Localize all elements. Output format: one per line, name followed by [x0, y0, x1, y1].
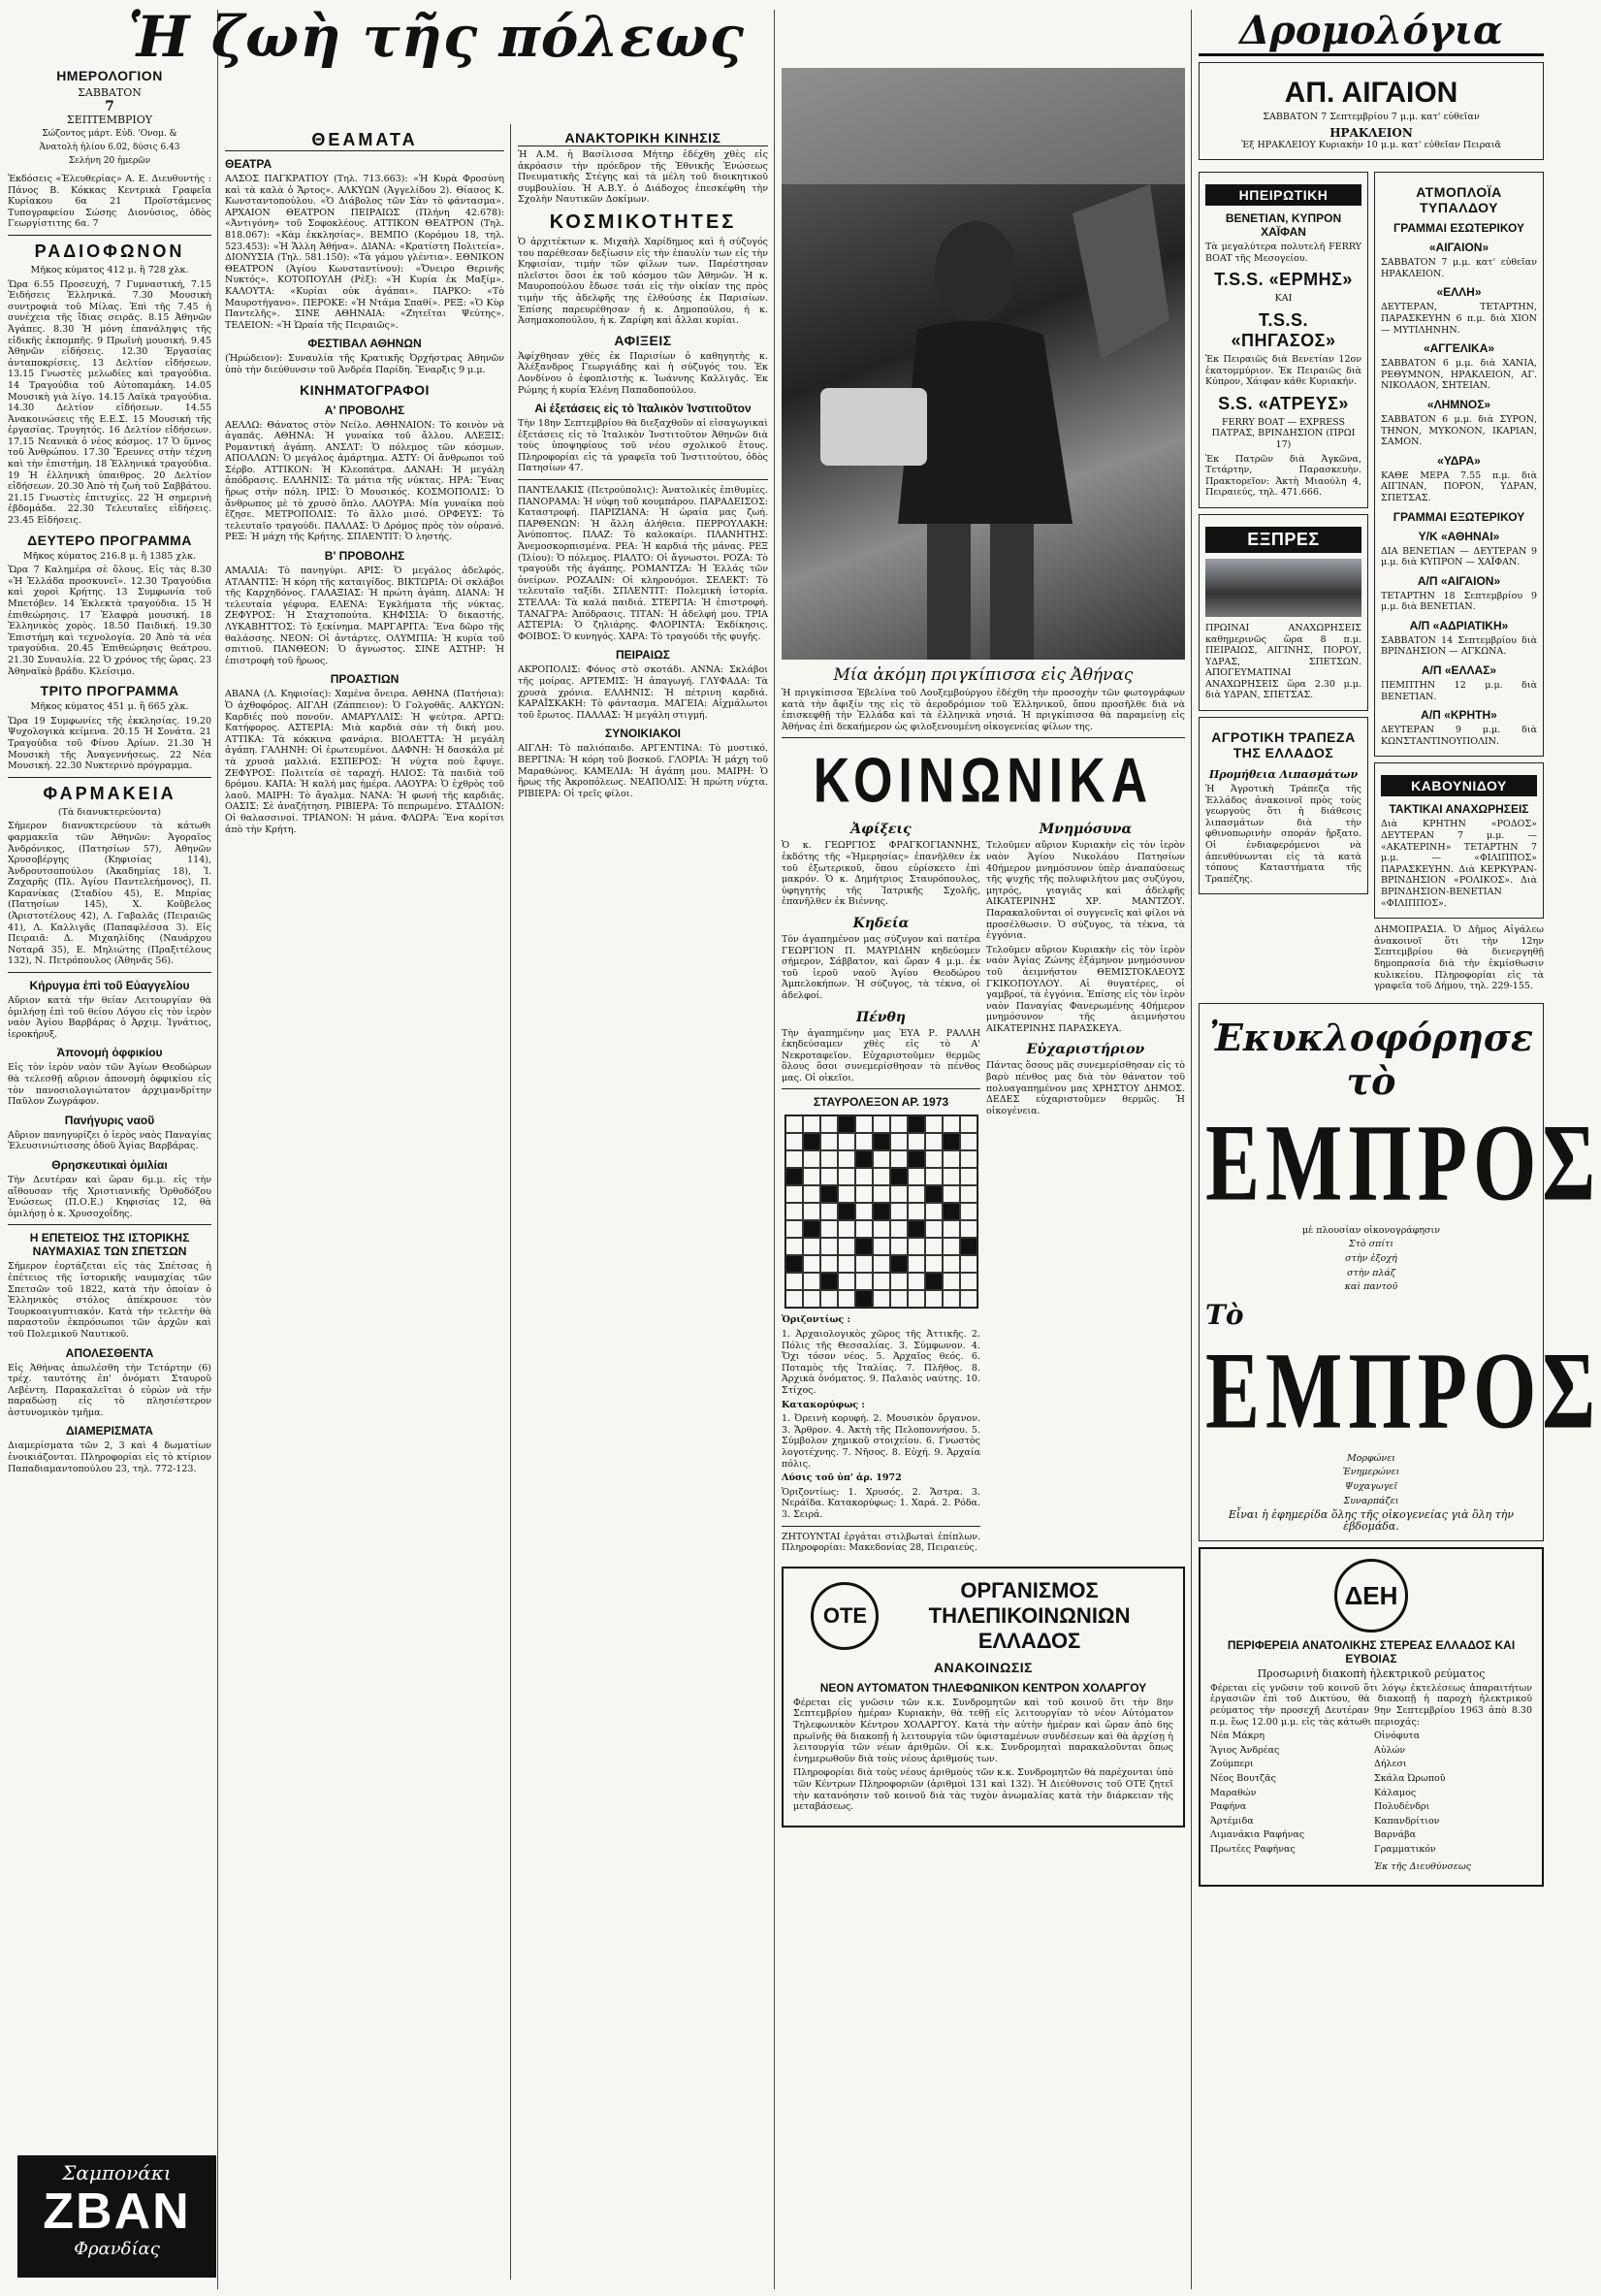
typ-item — [1381, 619, 1537, 658]
deh-area: Νέα Μάκρη — [1210, 1730, 1265, 1742]
aigaion-name: ΑΠ. ΑΙΓΑΙΟΝ — [1284, 77, 1458, 109]
empros-l2: Στὸ σπίτι — [1348, 1239, 1394, 1250]
arrivals2-text: Ὁ κ. ΓΕΩΡΓΙΟΣ ΦΡΑΓΚΟΓΙΑΝΝΗΣ, ἐκδότης τῆς «Ἡμερησίας» ἐπανῆλθεν ἐκ τοῦ ἐξωτερικοῦ, ὅπου εὑρίσκετο ἐπὶ μακρόν. Ὁ κ. Δημήτριος Σταυρόπουλος, ὑφηγητὴς τῆς Ἰατρικῆς Σχολῆς, ἐπανῆλθεν ἐκ Βιέννης. — [782, 840, 980, 908]
kavounidou-text: Διὰ ΚΡΗΤΗΝ «ΡΟΔΟΣ» ΔΕΥΤΕΡΑΝ 7 μ.μ. — «ΑΚΑΤΕΡΙΝΗ» ΤΕΤΑΡΤΗΝ 7 μ.μ. — «ΦΙΛΙΠΠΟΣ» ΠΑΡΑΣΚΕΥΗΝ. Διὰ ΚΕΡΚΥΡΑΝ-ΒΡΙΝΔΗΣΙΟΝ «ΡΟΛΙΚΟΣ». Διὰ ΒΡΙΝΔΗΣΙΟΝ-ΒΕΝΕΤΙΑΝ «ΦΙΛΙΠΠΟΣ». — [1381, 819, 1537, 909]
deh-area: Πρωτέες Ραφήνας — [1210, 1844, 1296, 1855]
deh-sub: Προσωρινὴ διακοπὴ ἠλεκτρικοῦ ρεύματος — [1257, 1667, 1486, 1681]
princess-photo — [782, 68, 1185, 660]
column-4 — [782, 68, 1185, 2289]
express-heading: ΕΞΠΡΕΣ — [1205, 527, 1361, 553]
crossword-heading: ΣΤΑΥΡΟΛΕΞΟΝ ΑΡ. 1973 — [813, 1095, 949, 1110]
deh-announcement — [1199, 1547, 1544, 1887]
theatres-text: ΑΛΣΟΣ ΠΑΓΚΡΑΤΙΟΥ (Τηλ. 713.663): «Ἡ Κυρὰ Φροσύνη καὶ τὰ καλὰ ὁ Ἄρτος». ΑΛΚΥΩΝ (Ἀγγελίδου 2). Θίασος Κ. Κωνσταντοπούλου. «Ὁ Διάβολος τῶν Σὰν τὸ φάντασμα». ΑΡΧΑΙΟΝ ΘΕΑΤΡΟΝ ΠΕΙΡΑΙΩΣ (Πλήνη 42.678): «Ἀντιγόνη» τοῦ Σοφοκλέους. ΑΤΤΙΚΟΝ ΘΕΑΤΡΟΝ (Τηλ. 818.067): «Κὰμ ἐκκλησίας». ΒΕΜΠΟ (Κορόμου 18, τηλ. 523.453): «Ἡ Ἄλλη Ἀθήνα». ΔΙΑΝΑ: «Κρατίστη Πολιτεία». ΔΙΟΝΥΣΙΑ (Τηλ. 581.150): «Τὰ γάμου γλέντια». ΕΘΝΙΚΟΝ ΘΕΑΤΡΟΝ (Ἁγίου Κωνσταντίνου): «Ὄνειρο Θερινῆς Νυκτός». ΚΟΤΟΠΟΥΛΗ (Ρὲξ): «Ἡ Κυρία ἐκ Μαξίμ». ΚΑΛΟΥΤΑ: «Κυρίαι οὐκ ἀγάπαι». ΠΑΡΚΟ: «Τὸ Μαυροτήγανο». ΠΕΡΟΚΕ: «Ἡ Ντάμα Σπαθί». ΡΕΞ: «Ὁ Κὺρ Παντελῆς». ΣΙΝΕ ΑΘΗΝΑΙΑ: «Ζητεῖται Ψεύτης». ΤΕΛΕΙΟΝ: «Ἡ Ὡραία τῆς Πειραιῶς». — [225, 174, 504, 331]
almanac-saint: Σώζοντος μάρτ. Εὐδ. 'Ονομ. & — [42, 129, 177, 139]
society-heading: ΚΟΣΜΙΚΟΤΗΤΕΣ — [549, 210, 737, 233]
festival-athens-text: (Ἡρώδειον): Συναυλία τῆς Κρατικῆς Ὀρχήστρας Ἀθηνῶν ὑπὸ τὴν διεύθυνσιν τοῦ Ἀνδρέα Παρίδη. Ἔναρξις 9 μ.μ. — [225, 353, 504, 375]
typ-text: ΠΕΜΠΤΗΝ 12 μ.μ. διὰ ΒΕΝΕΤΙΑΝ. — [1381, 680, 1537, 702]
typ-name: «ΕΛΛΗ» — [1436, 285, 1482, 300]
empros-logo-2: ΕΜΠΡΟΣ — [1205, 1330, 1601, 1452]
column-5 — [1199, 0, 1601, 2289]
typ-name: Α/Π «ΕΛΛΑΣ» — [1421, 663, 1497, 678]
ote-headline: ΝΕΟΝ ΑΥΤΟΜΑΤΟΝ ΤΗΛΕΦΩΝΙΚΟΝ ΚΕΝΤΡΟΝ ΧΟΛΑΡΓΟΥ — [819, 1680, 1147, 1695]
radio-heading: ΡΑΔΙΟΦΩΝΟΝ — [34, 241, 185, 261]
photo-caption-text: Ἡ πριγκίπισσα Ἐβελίνα τοῦ Λουξεμβούργου ἐδέχθη τὴν προσοχὴν τῶν φωτογράφων κατὰ τὴν ἄφιξίν της εἰς τὸ ἀεροδρόμιον τοῦ Ἑλληνικοῦ, ὅπου προσῆλθε διὰ νὰ ἐπισκεφθῇ τὴν Ἑλλάδα καὶ τὰ ἑλληνικὰ νησιά. Ἡ πριγκίπισσα θὰ παραμείνῃ εἰς Ἀθήνας ἐπὶ δεκαήμερον ὡς φιλοξενουμένη οἰκογενείας φίλων της. — [782, 688, 1185, 732]
almanac-heading: ΗΜΕΡΟΛΟΓΙΟΝ — [56, 68, 163, 83]
empros-l4: στὴν πλάζ — [1346, 1267, 1396, 1278]
typ-name: «ΛΗΜΝΟΣ» — [1426, 397, 1491, 411]
society-columns — [782, 814, 1185, 1556]
third-programme-text: Ὥρα 19 Συμφωνίες τῆς ἐκκλησίας. 19.20 Ψυχολογικὰ κείμενα. 20.15 Ἡ Σονάτα. 21 Τραγούδια τοῦ Φίνου Ἀρίων. 21.30 Ἡ Μουσικὴ τῆς Ἀναγεννήσεως. 22 Νέα Μουσική. 22.30 Νυκτερινὸ πρόγραμμα. — [8, 715, 211, 772]
second-run-heading: Β' ΠΡΟΒΟΛΗΣ — [324, 549, 405, 564]
ote-text: Φέρεται εἰς γνῶσιν τῶν κ.κ. Συνδρομητῶν καὶ τοῦ κοινοῦ ὅτι τὴν 8ην Σεπτεμβρίου ἡμέραν Κυριακὴν, θὰ τεθῇ εἰς λειτουργίαν τὸ νέον Αὐτόματον Τηλεφωνικὸν Κέντρον ΧΟΛΑΡΓΟΥ. Κατὰ τὴν αὐτὴν ἡμέραν καὶ ὥραν ἀπὸ 6ης πρωϊνῆς θὰ διακοπῇ ἡ λειτουργία τῶν ὑφισταμένων συνδέσεων καὶ θὰ ἀρχίσῃ ἡ λειτουργία τῶν νέων ἀριθμῶν. Οἱ κ.κ. Συνδρομηταὶ παρακαλοῦνται ὅπως ἐνημερωθοῦν διὰ τοὺς νέους ἀριθμούς των. — [793, 1697, 1173, 1764]
aigaion-line1: ΣΑΒΒΑΤΟΝ 7 Σεπτεμβρίου 7 μ.μ. κατ' εὐθεῖαν — [1263, 112, 1480, 122]
almanac-moon: Σελήνη 20 ἡμερῶν — [68, 156, 151, 166]
crossword-grid — [784, 1115, 978, 1309]
kavounidou-heading: ΚΑΒΟΥΝΙΔΟΥ — [1381, 775, 1537, 796]
express-text: ΠΡΩΙΝΑΙ ΑΝΑΧΩΡΗΣΕΙΣ καθημερινῶς ὥρα 8 π.μ. ΠΕΙΡΑΙΩΣ, ΑΙΓΙΝΗΣ, ΠΟΡΟΥ, ΥΔΡΑΣ, ΣΠΕΤΣΩΝ. ΑΠΟΓΕΥΜΑΤΙΝΑΙ ΑΝΑΧΩΡΗΣΕΙΣ ὥρα 2.30 μ.μ. διὰ ΥΔΡΑΝ, ΣΠΕΤΣΑΣ. — [1205, 622, 1361, 701]
typ-name: Α/Π «ΚΡΗΤΗ» — [1421, 708, 1497, 723]
typaldou-ad — [1374, 172, 1544, 757]
society-text: Ὁ ἀρχιτέκτων κ. Μιχαὴλ Χαρίδημος καὶ ἡ σύζυγός του παρέθεσαν δεξίωσιν εἰς τὴν ἐπαυλίν των εἰς τὴν Κηφισίαν, τιμὴν τῶν φίλων των. Παρέστησαν πλεῖστοι ὅσοι ἐκ τοῦ κόσμου τῶν Ἀθηνῶν. Ἡ κ. Μαυροπούλου ἔδωσε τσάι εἰς τὴν οἰκίαν της πρὸς τιμὴν τῆς ἀδελφῆς της ἐλθούσης ἐκ Παρισίων. Ἐπίσης παρευρέθησαν ἡ κ. Δημοπούλου, ἡ κ. Ἀσημακοπούλου, ἡ κ. Ζαρίφη καὶ ἄλλαι κυρίαι. — [518, 236, 768, 327]
empros-b4: Συναρπάζει — [1343, 1495, 1399, 1506]
third-programme-sub: Μῆκος κύματος 451 μ. ἢ 665 χλκ. — [30, 701, 189, 713]
kavounidou-sub: ΤΑΚΤΙΚΑΙ ΑΝΑΧΩΡΗΣΕΙΣ — [1389, 802, 1529, 817]
cinema-listing-continued: ΠΑΝΤΕΛΑΚΙΣ (Πετρούπολις): Ἀνατολικὲς ἐπιθυμίες. ΠΑΝΟΡΑΜΑ: Ἡ νύφη τοῦ κουμπάρου. ΠΑΡΑΔΕΙΣΟΣ: Καταστροφή. ΠΑΡΙΖΙΑΝΑ: Ἡ ὡραία μας ζωή. ΠΑΡΘΕΝΩΝ: Ἡ ἄλλη ἀλήθεια. ΠΕΡΡΟΥΛΑΚΗ: Ἀνύποπτος. ΠΛΑΖ: Τὸ καλοκαίρι. ΠΛΑΝΗΤΗΣ: Ἀνεμοσκορπισμένα. ΡΕΑ: Ἡ καρδιά τῆς μάνας. ΡΕΞ (Ἰλίου): Ὁ πόλεμος. ΡΙΑΛΤΟ: Οἱ ἄγνωστοι. ΡΟΖΑ: Τὸ τραγούδι τῆς ἀγάπης. ΡΟΜΑΝΤΖΑ: Ἡ Ἑλλάς τῶν ὀνείρων. ΡΟΖΑΛΙΝ: Οἱ κληρονόμοι. ΣΕΛΕΚΤ: Τὸ τελευταῖο ταξίδι. ΣΠΛΕΝΤΙΤ: Πολεμικὴ ἱστορία. ΣΤΕΛΛΑ: Τὰ καλά παιδιά. ΣΤΕΡΓΙΑ: Ἡ ἐπιστροφή. ΤΑΝΑΓΡΑ: Ἀπόδρασις. ΤΙΤΑΝ: Ἡ ἀδελφή μου. ΤΡΙΑ ΑΣΤΕΡΙΑ: Ὁ ζηλιάρης. ΦΛΟΡΙΝΤΑ: Ἐκδίκησις. ΦΟΙΒΟΣ: Ὁ κυνηγός. ΧΑΡΑ: Τὸ τραγούδι τῆς φυγῆς. — [518, 485, 768, 642]
third-programme-heading: ΤΡΙΤΟ ΠΡΟΓΡΑΜΜΑ — [40, 683, 179, 699]
typ-text: ΣΑΒΒΑΤΟΝ 6 μ.μ. διὰ ΣΥΡΟΝ, ΤΗΝΟΝ, ΜΥΚΟΝΟΝ, ΙΚΑΡΙΑΝ, ΣΑΜΟΝ. — [1381, 413, 1537, 448]
deh-area: Γραμματικόν — [1374, 1844, 1436, 1855]
deh-area: Δήλεσι — [1374, 1759, 1407, 1770]
second-programme-sub: Μῆκος κύματος 216.8 μ. ἢ 1385 χλκ. — [22, 550, 197, 562]
almanac-day: ΣΑΒΒΑΤΟΝ — [78, 86, 142, 99]
second-programme-heading: ΔΕΥΤΕΡΟ ΠΡΟΓΡΑΜΜΑ — [27, 532, 192, 548]
ipirotiki-text-2: Ἐκ Πειραιῶς διὰ Βενετίαν 12ον ἑκατομμύριον. Ἐκ Πειραιῶς διὰ Κύπρον, Χάιφαν κάθε Κυριακήν. — [1205, 353, 1361, 388]
typ-item — [1381, 454, 1537, 504]
second-run-text: ΑΜΑΛΙΑ: Τὸ πανηγύρι. ΑΡΙΣ: Ὁ μεγάλος ἀδελφός. ΑΤΛΑΝΤΙΣ: Ἡ κόρη τῆς καταιγίδος. ΒΙΚΤΩΡΙΑ: Οἱ σκλάβοι τῆς Καρχηδόνος. ΓΑΛΑΞΙΑΣ: Ἡ πρώτη ἀγάπη. ΔΙΑΝΑ: Ἡ τελευταία γέφυρα. ΕΛΕΝΑ: Ἐγκλήματα τῆς νύκτας. ΖΕΦΥΡΟΣ: Ἡ Σταχτοπούτα. ΚΗΦΙΣΙΑ: Ὁ δικαστής. ΛΥΚΑΒΗΤΤΟΣ: Τὸ ξεκίνημα. ΜΑΡΓΑΡΙΤΑ: Ἕνα δῶρο τῆς θαλάσσης. ΝΕΟΝ: Οἱ ἀντάρτες. ΟΛΥΜΠΙΑ: Ἡ κυρία τοῦ σπιτιοῦ. ΠΑΝΘΕΟΝ: Ὁ ἄγνωστος. ΣΙΝΕ ΑΣΤΗΡ: Ἡ ἐπιστροφὴ τοῦ ἥρωος. — [225, 566, 504, 666]
apartments-text: Διαμερίσματα τῶν 2, 3 καὶ 4 δωματίων ἐνοικιάζονται. Πληροφορίαι εἰς τὸ κτίριον Παπαδιαμαντοπούλου 23, τηλ. 772-123. — [8, 1440, 211, 1474]
almanac-sun: Ἀνατολὴ ἡλίου 6.02, δύσις 6.43 — [39, 143, 180, 152]
empros-b2: Ἐνημερώνει — [1342, 1467, 1400, 1478]
deh-area: Σκάλα Ὠρωποῦ — [1374, 1773, 1446, 1785]
zban-line3: Φρανδίας — [74, 2239, 160, 2259]
deh-area: Βαρνάβα — [1374, 1829, 1417, 1841]
kavounidou-ad — [1374, 762, 1544, 919]
funeral-heading: Κηδεία — [852, 915, 910, 931]
ote-logo: ΟΤΕ — [811, 1582, 879, 1650]
solution-text: Ὁριζοντίως: 1. Χρυσός. 2. Ἄστρα. 3. Νεράϊδα. Κατακορύφως: 1. Χαρά. 2. Ρόδα. 3. Σειρά. — [782, 1486, 980, 1520]
lost-heading: ΑΠΟΛΕΣΘΕΝΤΑ — [65, 1345, 154, 1360]
mourning-heading: Πένθη — [856, 1009, 906, 1025]
funeral-text: Τὸν ἀγαπημένον μας σύζυγον καὶ πατέρα ΓΕΩΡΓΙΟΝ Π. ΜΑΥΡΙΔΗΝ κηδεύομεν σήμερον, Σάββατον, καὶ ὥραν 4 μ.μ. ἐκ τοῦ ἱεροῦ ναοῦ Ἁγίου Θεοδώρου Ἀμπελοκήπων. Ἡ σύζυγος, τὰ τέκνα, οἱ ἀδελφοί. — [782, 933, 980, 1001]
empros-l1: μὲ πλουσίαν οἰκονογράφησιν — [1301, 1224, 1441, 1236]
deh-region: ΠΕΡΙΦΕΡΕΙΑ ΑΝΑΤΟΛΙΚΗΣ ΣΤΕΡΕΑΣ ΕΛΛΑΔΟΣ ΚΑΙ ΕΥΒΟΙΑΣ — [1227, 1638, 1516, 1666]
typ-item — [1381, 341, 1537, 392]
ipirotiki-ad — [1199, 172, 1368, 508]
second-programme-text: Ὥρα 7 Καλημέρα σὲ ὅλους. Εἰς τὰς 8.30 «Ἡ Ἑλλάδα προσκυνεῖ». 12.30 Τραγούδια καὶ χοροὶ Κρήτης. 13 Συμφωνία τοῦ Μπετόβεν. 14 Ἐκλεκτὰ τραγούδια. 15 Ἡ ἐπιθεώρησις. 17 Ἐλαφρὰ μουσική. 18 Ἐλληνικὸς χορὸς. 18.50 Παιδική. 19.30 Ἐπιστήμη καὶ τεχνολογία. 20 Ἀπὸ τὰ νέα τραγούδια. 20.45 Ἐπιθεώρησις θεάτρου. 21.30 Συναυλία. 22 Ὁ χρόνος τῆς ὥρας. 23 Ἀθηναϊκὸ βράδυ. Κλείσιμο. — [8, 565, 211, 677]
radio-text: Ὥρα 6.55 Προσευχή, 7 Γυμναστική, 7.15 Ἐιδήσεις Ἐλληνικά. 7.30 Μουσικὴ συντροφιὰ τοῦ Μίλας. Ἐπὶ τῆς 7.45 ἡ συνέχεια τῆς ἴδιας σειρᾶς. 8.15 Ἀθηνῶν Ἀγάπες. 8.30 Ἡ μόνη ἐπανάληψις τῆς εἰδικῆς ἐκπομπῆς. 9 Πρωϊνὴ μουσική. 9.45 Ἀθηνῶν εἰδήσεις. 12.30 Ἐργασίας ἀνταποκρίσεις. 13 Δελτίον εἰδήσεων. 13.15 Γνωστὲς μελωδίες καὶ τραγούδια. 14 Τραγούδια τοῦ Αὐτοπαμάκη. 14.05 Μουσικὴ γιὰ λίγο. 14.15 Λαϊκὰ τραγούδια. 14.30 Δελτίον εἰδήσεων. 14.55 Ἀνακοινώσεις τῆς Ε.Ε.Σ. 15 Μουσική τῆς ἐργασίας. Τρυγητός. 16 Δελτίον εἰδήσεων. 17.15 Νεανικὰ ὁ νέος κόσμος. 17 Ὁ ὕμνος τοῦ Ἀνθρώπου. 17.30 Ἔρευνες στὴν τέχνη καὶ τὴν ἐπιστήμη. 18 Ἐλληνικά τραγούδια. 19 Ἡ ἐλληνικὴ ὑπαιθρος. 20 Δελτίον εἰδήσεων. 20.30 Ἀπὸ τὴ ζωὴ τοῦ Σαββάτου. 21.15 Γνωστὲς ἐπιτυχίες. 22 Ἡ σημερινὴ ἑβδομάδα. 22.30 Τελευταῖες εἰδήσεις. 23.45 Εἰδήσεις. — [8, 278, 211, 527]
typ-item — [1381, 285, 1537, 336]
express-ship-photo — [1205, 559, 1361, 617]
empros-l5: καὶ παντοῦ — [1344, 1281, 1398, 1293]
deh-text: Φέρεται εἰς γνῶσιν τοῦ κοινοῦ ὅτι λόγῳ ἐκτελέσεως ἀπαραιτήτων ἐργασιῶν ἐπὶ τοῦ Δικτύου, θὰ διακοπῇ ἡ παροχὴ ἠλεκτρικοῦ ρεύματος τὴν προσεχῆ Δευτέραν 9ην Σεπτεμβρίου 1963 ἀπὸ 8.30 π.μ. ἕως 12.00 μ.μ. εἰς τὰς κάτωθι περιοχάς: — [1210, 1682, 1532, 1728]
typ-item — [1381, 530, 1537, 568]
deh-area: Καπανδρίτιον — [1374, 1815, 1440, 1827]
typ-text: ΔΙΑ ΒΕΝΕΤΙΑΝ — ΔΕΥΤΕΡΑΝ 9 μ.μ. διὰ ΚΥΠΡΟΝ — ΧΑΪΦΑΝ. — [1381, 545, 1537, 568]
typ-text: ΔΕΥΤΕΡΑΝ 9 μ.μ. διὰ ΚΩΝΣΤΑΝΤΙΝΟΥΠΟΛΙΝ. — [1381, 725, 1537, 747]
shipping-title: Δρομολόγια — [1199, 8, 1544, 56]
ipirotiki-heading: ΗΠΕΙΡΩΤΙΚΗ — [1205, 184, 1361, 206]
empros-b5: Εἶναι ἡ ἐφημερίδα ὅλης τῆς οἰκογενείας γιὰ ὅλη τὴν ἑβδομάδα. — [1228, 1508, 1515, 1533]
typaldou-heading: ΑΤΜΟΠΛΟΪΑ ΤΥΠΑΛΔΟΥ — [1416, 184, 1502, 216]
deh-area: Λιμανάκια Ραφήνας — [1210, 1829, 1305, 1841]
spetses-text: Σήμερον ἐορτάζεται εἰς τὰς Σπέτσας ἡ ἐπέτειος τῆς ἱστορικῆς ναυμαχίας τῶν Σπετσῶν τοῦ 1822, κατὰ τὴν ὁποίαν ὁ Ἑλληνικὸς στόλος ἀπέκρουσε τὸν Τουρκοαιγυπτιακόν. Κατὰ τὴν τελετὴν θὰ παραστοῦν ἐκπρόσωποι τῶν ἀρχῶν καὶ τοῦ Πολεμικοῦ Ναυτικοῦ. — [8, 1261, 211, 1340]
institute-heading: Αἱ ἐξετάσεις εἰς τὸ Ἰταλικὸν Ἰνστιτοῦτον — [534, 402, 752, 416]
shipping-right — [1374, 166, 1544, 995]
ote-title: ΟΡΓΑΝΙΣΜΟΣ ΤΗΛΕΠΙΚΟΙΝΩΝΙΩΝ ΕΛΛΑΔΟΣ — [928, 1577, 1131, 1653]
pharmacies-sub: (Τὰ διανυκτερεύοντα) — [57, 806, 162, 818]
society-right — [986, 814, 1185, 1556]
down-clues: 1. Ὀρεινὴ κορυφή. 2. Μουσικὸν ὄργανον. 3. Ἄρθρον. 4. Ἀκτὴ τῆς Πελοποννήσου. 5. Σύμβολον χημικοῦ στοιχείου. 6. Γνωστὸς λογοτέχνης. 7. Νῆσος. 8. Εὐχή. 9. Ἀρχαία πόλις. — [782, 1413, 980, 1470]
almanac-note: Ἐκδόσεις «Ἐλευθερίας» Α. Ε. Διευθυντής : Πάνος Β. Κόκκας Κεντρικὰ Γραφεῖα Κυρίακου 6α 21 Προϊστάμενος Τυπογραφείου Σώσης Διονύσιος, ὁδὸς Γεωργίστιτης 6α. 7 — [8, 174, 211, 230]
zban-brand: ZBAN — [43, 2183, 191, 2240]
empros-b1: Μορφώνει — [1346, 1452, 1396, 1464]
arrivals-heading: ΑΦΙΞΕΙΣ — [614, 332, 672, 348]
almanac — [8, 86, 211, 168]
typ-name: Α/Π «ΑΔΡΙΑΤΙΚΗ» — [1409, 618, 1509, 632]
aigaion-ad — [1199, 62, 1544, 160]
solution-heading: Λύσις τοῦ ὑπ' ἀρ. 1972 — [782, 1472, 902, 1484]
apartments-heading: ΔΙΑΜΕΡΙΣΜΑΤΑ — [66, 1424, 153, 1439]
zban-soap-ad — [17, 2155, 216, 2278]
pharmacies-text: Σήμερον διανυκτερεύουν τὰ κάτωθι φαρμακεῖα τῶν Ἀθηνῶν: Ἀγοραῖος Ἀνδρόνικος, (Πατησίων 57), Ἀθηνῶν Χρυσοβέργης (Κηφισίας 114), Ἀνδρουτσοπούλου (Ἀκαδημίας 18), Ἰ. Ζαχαρῆς (Πλ. Ἀγίου Παντελεήμονος), Π. Καρανίκας (Σταδίου 45), Ε. Μπρίας (Πατησίων 145), Χ. Κοῦβελος (Ἀριστοτέλους 42), Λ. Γαβαλᾶς (Πειραιῶς 41), Λ. Καλλιγᾶς (Παπαφλέσσα 3). Εἰς Πειραιᾶ: Δ. Μιχαηλίδης (Ναυάρχου Νοταρᾶ 35), Ε. Μηλιώτης (Πραξιτέλους 132), Ν. Πετρόπουλος (Ἀθηνᾶς 56). — [8, 821, 211, 967]
ipirotiki-routes: ΒΕΝΕΤΙΑΝ, ΚΥΠΡΟΝ ΧΑΪΦΑΝ — [1225, 211, 1342, 240]
agrotiki-text: Ἡ Ἀγροτικὴ Τράπεζα τῆς Ἑλλάδος ἀνακοινοῖ πρὸς τοὺς γεωργοὺς ὅτι ἡ διάθεσις λιπασμάτων διὰ τὴν φθινοπωρινὴν σποράν ἤρξατο. Οἱ ἐνδιαφερόμενοι νὰ ἀπευθύνωνται εἰς τὰ κατὰ τόπους Καταστήματα τῆς Τραπέζης. — [1205, 784, 1361, 885]
aigaion-line2: ΗΡΑΚΛΕΙΟΝ — [1329, 125, 1413, 140]
ote-text-2: Πληροφορίαι διὰ τοὺς νέους ἀριθμοὺς τῶν κ.κ. Συνδρομητῶν θὰ παρέχονται ὑπὸ τῶν Κέντρων Πληροφοριῶν (ἀριθμοὶ 131 καὶ 132). Ἡ Διεύθυνσις τοῦ ΟΤΕ ζητεῖ τὴν κατανόησιν τοῦ κοινοῦ διὰ τὰς τυχὸν ἀνωμαλίας κατὰ τὴν διάρκειαν τῆς μεταβάσεως. — [793, 1767, 1173, 1813]
empros-b3: Ψυχαγωγεῖ — [1344, 1480, 1398, 1492]
festival-text: Αὔριον πανηγυρίζει ὁ ἱερὸς ναὸς Παναγίας Ἐλευσινιώτισσης ὁδοῦ Ἁγίας Βαρβάρας. — [8, 1129, 211, 1152]
pharmacies-heading: ΦΑΡΜΑΚΕΙΑ — [43, 783, 176, 803]
photo-caption: Μία ἀκόμη πριγκίπισσα εἰς Ἀθήνας — [833, 665, 1134, 685]
neighbourhood-cinema-text: ΑΙΓΛΗ: Τὸ παλιόπαιδο. ΑΡΓΕΝΤΙΝΑ: Τὸ μυστικό. ΒΕΡΓΙΝΑ: Ἡ κόρη τοῦ βοσκοῦ. ΓΛΟΡΙΑ: Ἡ μάχη τοῦ Μαραθώνος. ΚΑΜΕΛΙΑ: Ἡ ἀγάπη μου. ΜΑΙΡΗ: Ὁ ἥρως τῆς Ἀκροπόλεως. ΝΕΑΠΟΛΙΣ: Ἡ πρώτη νύχτα. ΡΙΒΙΕΡΑ: Οἱ τρεῖς φίλοι. — [518, 743, 768, 799]
typ-item — [1381, 708, 1537, 747]
deh-areas-left — [1210, 1730, 1368, 1875]
typ-text: ΣΑΒΒΑΤΟΝ 7 μ.μ. κατ' εὐθεῖαν ΗΡΑΚΛΕΙΟΝ. — [1381, 257, 1537, 279]
photo-figure — [782, 68, 1185, 660]
deh-area: Οἰνόφυτα — [1374, 1730, 1421, 1742]
typ-text: ΚΑΘΕ ΜΕΡΑ 7.55 π.μ. διὰ ΑΙΓΙΝΑΝ, ΠΟΡΟΝ, ΥΔΡΑΝ, ΣΠΕΤΣΑΣ. — [1381, 469, 1537, 503]
typ-item — [1381, 663, 1537, 702]
typaldou-foreign: ΓΡΑΜΜΑΙ ΕΞΩΤΕΡΙΚΟΥ — [1393, 509, 1525, 524]
first-run-heading: Α' ΠΡΟΒΟΛΗΣ — [324, 403, 405, 417]
across-heading: Ὁριζοντίως : — [782, 1314, 850, 1326]
deh-area: Ἅγιος Ἀνδρέας — [1210, 1744, 1280, 1756]
typ-item — [1381, 574, 1537, 613]
typ-name: «ΑΙΓΑΙΟΝ» — [1428, 241, 1489, 255]
down-heading: Κατακορύφως : — [782, 1399, 865, 1410]
festival-athens-heading: ΦΕΣΤΙΒΑΛ ΑΘΗΝΩΝ — [307, 337, 422, 351]
column-3 — [518, 124, 768, 2289]
ipirotiki-text: Τὰ μεγαλύτερα πολυτελῆ FERRY BOAT τῆς Μεσογείου. — [1205, 242, 1361, 264]
typ-text: ΔΕΥΤΕΡΑΝ, ΤΕΤΑΡΤΗΝ, ΠΑΡΑΣΚΕΥΗΝ 6 π.μ. διὰ ΧΙΟΝ — ΜΥΤΙΛΗΝΗΝ. — [1381, 302, 1537, 336]
typ-item — [1381, 398, 1537, 448]
almanac-date: 7 — [105, 99, 114, 114]
masthead — [107, 0, 766, 68]
express-ad — [1199, 514, 1368, 711]
deh-area: Πολυδένδρι — [1374, 1801, 1430, 1813]
ship-ermis: T.S.S. «ΕΡΜΗΣ» — [1214, 270, 1353, 290]
palace-text: Ἡ Α.Μ. ἡ Βασίλισσα Μήτηρ ἐδέχθη χθὲς εἰς ἀκρόασιν τὴν πρόεδρον τῆς Ἐθνικῆς Ἑνώσεως Πνευματικῆς Στέγης καὶ τὰ μέλη τοῦ διοικητικοῦ συμβουλίου. Ἡ Α.Β.Υ. ὁ Διάδοχος ἐπεσκέφθη τὴν Σχολὴν Ναυτικῶν Δοκίμων. — [518, 149, 768, 206]
deh-area: Ζούμπερι — [1210, 1759, 1254, 1770]
empros-to: Τὸ — [1205, 1298, 1244, 1331]
deh-area: Κάλαμος — [1374, 1787, 1417, 1798]
deh-area: Νέος Βουτζᾶς — [1210, 1773, 1276, 1785]
typ-text: ΤΕΤΑΡΤΗΝ 18 Σεπτεμβρίου 9 μ.μ. διὰ ΒΕΝΕΤΙΑΝ. — [1381, 590, 1537, 613]
column-2 — [225, 124, 504, 2289]
suburbs-cinema-heading: ΠΡΟΑΣΤΙΩΝ — [330, 672, 400, 687]
ship-and: ΚΑΙ — [1274, 293, 1293, 305]
shipping-two-columns — [1199, 166, 1544, 995]
theatres-heading: ΘΕΑΤΡΑ — [225, 157, 272, 171]
typ-name: Α/Π «ΑΙΓΑΙΟΝ» — [1417, 573, 1501, 588]
typ-text: ΣΑΒΒΑΤΟΝ 14 Σεπτεμβρίου διὰ ΒΡΙΝΔΗΣΙΟΝ — ΑΓΚΩΝΑ. — [1381, 634, 1537, 658]
typ-name: Υ/Κ «ΑΘΗΝΑΙ» — [1418, 529, 1500, 543]
palace-heading: ΑΝΑΚΤΟΡΙΚΗ ΚΙΝΗΣΙΣ — [518, 130, 768, 146]
lost-text: Εἰς Ἀθήνας ἀπωλέσθη τὴν Τετάρτην (6) τρέχ. ταυτότης ἐπ' ὀνόματι Σταυροῦ Λεβέντη. Παρακαλεῖται ὁ εὑρὼν νὰ τὴν παραδώσῃ εἰς τὸ πλησιέστερον ἀστυνομικὸν τμῆμα. — [8, 1362, 211, 1418]
wanted-notice: ΖΗΤΟΥΝΤΑΙ ἐργάται στιλβωταὶ ἐπίπλων. Πληροφορίαι: Μακεδονίας 28, Πειραιεύς. — [782, 1531, 980, 1554]
gospel-text: Αὔριον κατὰ τὴν θείαν Λειτουργίαν θὰ ὁμιλήσῃ ἐπὶ τοῦ θείου Λόγου εἰς τὸν ἱερὸν ναὸν Ἁγίου Βαρβάρας ὁ Ἀρχιμ. Ἰγνάτιος, ἱεροκήρυξ. — [8, 995, 211, 1040]
typ-text: ΣΑΒΒΑΤΟΝ 6 μ.μ. διὰ ΧΑΝΙΑ, ΡΕΘΥΜΝΟΝ, ΗΡΑΚΛΕΙΟΝ, ΑΓ. ΝΙΚΟΛΑΟΝ, ΣΗΤΕΙΑΝ. — [1381, 358, 1537, 392]
empros-logo: ΕΜΠΡΟΣ — [1205, 1102, 1601, 1224]
memorials-heading: Μνημόσυνα — [1039, 822, 1133, 838]
suburbs-cinema-text: ΑΒΑΝΑ (Λ. Κηφισίας): Χαμένα ὄνειρα. ΑΘΗΝΑ (Πατήσια): Ὁ ἀχθοφόρος. ΑΙΓΛΗ (Ζάππειον): Ὁ Γολγοθᾶς. ΑΛΚΥΩΝ: Καρδιές ποὺ πονοῦν. ΑΜΑΡΥΛΛΙΣ: Ἡ ψεύτρα. ΑΡΓΩ: Κατήφορος. ΑΣΤΕΡΙΑ: Μιὰ καρδιὰ σὰν τὴ δική μου. ΑΤΤΙΚΑ: Τὰ κόκκινα φανάρια. ΒΙΟΛΕΤΤΑ: Ἡ μεγάλη ἀγάπη. ΓΑΛΗΝΗ: Οἱ ἐρωτευμένοι. ΔΑΦΝΗ: Ἡ δασκάλα μὲ τὰ χρυσὰ μαλλιά. ΕΣΠΕΡΟΣ: Ἡ νύχτα ποὺ ἔφυγε. ΖΕΦΥΡΟΣ: Πολιτεία σὲ ταραχή. ΗΛΙΟΣ: Τὰ παιδιὰ τοῦ δρόμου. ΚΑΠΑ: Ἡ καλή μας ἡμέρα. ΛΑΟΥΡΑ: Ὁ ἐχθρὸς τοῦ λαοῦ. ΜΑΙΡΗ: Τὸ ἄγαλμα. ΝΑΝΑ: Ἡ φωνή τῆς καρδιᾶς. ΟΑΣΙΣ: Σὲ ἀναζήτηση. ΡΙΒΙΕΡΑ: Τὸ πεπρωμένο. ΣΤΑΔΙΟΝ: Οἱ θαλασσινοί. ΤΡΙΑΝΟΝ: Ἡ μάνα. ΦΛΩΡΑ: Ἕνα κορίτσι ἀπὸ τὴν Κρήτη. — [225, 689, 504, 835]
neighbourhood-cinema-heading: ΣΥΝΟΙΚΙΑΚΟΙ — [605, 727, 681, 741]
deh-areas-right — [1374, 1730, 1532, 1875]
masthead-title: Ἡ ζωὴ τῆς πόλεως — [128, 4, 745, 70]
column-1 — [8, 0, 211, 2289]
ship-atreus-sub: FERRY BOAT — EXPRESS ΠΑΤΡΑΣ, ΒΡΙΝΔΗΣΙΟΝ (ΠΡΩΙ 17) — [1211, 416, 1356, 450]
deh-logo: ΔΕΗ — [1334, 1559, 1408, 1633]
deh-area: Ἀρτέμιδα — [1210, 1815, 1254, 1827]
festival-heading: Πανήγυρις ναοῦ — [64, 1113, 155, 1127]
arrivals2-heading: Ἀφίξεις — [850, 822, 912, 838]
deh-area: Μαραθών — [1210, 1787, 1257, 1798]
empros-released: Ἐκυκλοφόρησε τὸ — [1209, 1015, 1533, 1103]
mourning-text: Τὴν ἀγαπημένην μας ἘΥΑ Ρ. ΡΑΛΛΗ ἐκηδεύσαμεν χθὲς εἰς τὸ Α' Νεκροταφεῖον. Εὐχαριστοῦμεν θερμῶς ὅλους ὅσοι συνεμερίσθησαν τὸ πένθος μας. Οἱ οἰκεῖοι. — [782, 1027, 980, 1083]
religious-talks-heading: Θρησκευτικαὶ ὁμιλίαι — [51, 1157, 168, 1172]
empros-ad — [1199, 1003, 1601, 1542]
cinemas-heading: ΚΙΝΗΜΑΤΟΓΡΑΦΟΙ — [300, 381, 430, 398]
thanks-text: Πάντας ὅσους μᾶς συνεμερίσθησαν εἰς τὸ βαρὺ πένθος μας διὰ τὸν θάνατον τοῦ πολυαγαπημένου μας ΧΡΗΣΤΟΥ ΔΗΜΟΣ. ΔΕΔΕΣ εὐχαριστοῦμεν θερμῶς. Ἡ οἰκογένεια. — [986, 1060, 1185, 1116]
typ-item — [1381, 241, 1537, 279]
deh-areas — [1210, 1730, 1532, 1875]
across-clues: 1. Ἀρχαιολογικὸς χῶρος τῆς Ἀττικῆς. 2. Πόλις τῆς Θεσσαλίας. 3. Σύμφωνον. 4. Ὄχι τόσον νέος. 5. Ἀρχαῖος θεός. 6. Ποταμὸς τῆς Ἰταλίας. 7. Πλῆθος. 8. Ἀρχικὰ ὀνόματος. 9. Παλαιὸς ναύτης. 10. Στίχος. — [782, 1329, 980, 1397]
agrotiki-ad — [1199, 717, 1368, 894]
radio-sub: Μῆκος κύματος 412 μ. ἢ 728 χλκ. — [30, 264, 189, 275]
typaldou-domestic: ΓΡΑΜΜΑΙ ΕΣΩΤΕΡΙΚΟΥ — [1393, 221, 1524, 236]
ote-announcement — [782, 1567, 1185, 1827]
memorials-text: Τελοῦμεν αὔριον Κυριακὴν εἰς τὸν ἱερὸν ναὸν Ἁγίου Νικολάου Πατησίων 40ήμερον μνημόσυνον ὑπὲρ ἀναπαύσεως τῆς ψυχῆς τῆς πολυφιλήτου μας συζύγου, μητρός, γιαγιᾶς καὶ ἀδελφῆς ΑΙΚΑΤΕΡΙΝΗΣ ΧΡ. ΜΑΝΤΖΟΥ. Παρακαλοῦνται οἱ συγγενεῖς καὶ φίλοι νὰ προσέλθωσιν. Ὁ σύζυγος, τὰ τέκνα, τὰ ἐγγόνια. — [986, 840, 1185, 942]
piraeus-cinema-text: ΑΚΡΟΠΟΛΙΣ: Φόνος στὸ σκοτάδι. ΑΝΝΑ: Σκλάβοι τῆς μοίρας. ΑΡΤΕΜΙΣ: Ἡ ἀπαγωγή. ΓΛΥΦΑΔΑ: Τὰ χρυσὰ χρόνια. ΕΛΛΗΝΙΣ: Ἡ πέτρινη καρδιά. ΚΑΡΑΪΣΚΑΚΗ: Τὸ φάντασμα. ΜΑΓΕΙΑ: Αἰχμάλωτοι τοῦ ἔρωτος. ΠΑΛΛΑΣ: Ἡ μεγάλη στιγμή. — [518, 664, 768, 721]
auction-notice: ΔΗΜΟΠΡΑΣΙΑ. Ὁ Δῆμος Αἰγάλεω ἀνακοινοῖ ὅτι τὴν 12ην Σεπτεμβρίου θὰ διενεργηθῇ δημοπρασία διὰ τὴν ἐκμίσθωσιν κυλικείου. Πληροφορίαι εἰς τὰ γραφεῖα τοῦ Δήμου, τηλ. 229-155. — [1374, 924, 1544, 992]
agrotiki-heading: ΑΓΡΟΤΙΚΗ ΤΡΑΠΕΖΑ ΤΗΣ ΕΛΛΑΔΟΣ — [1211, 729, 1356, 761]
empros-l3: στὴν ἐξοχή — [1345, 1252, 1397, 1264]
honour-heading: Ἀπονομὴ ὀφφικίου — [56, 1046, 163, 1060]
memorials-text-2: Τελοῦμεν αὔριον Κυριακὴν εἰς τὸν ἱερὸν ναὸν Ἁγίας Ζώνης ἑξάμηνον μνημόσυνον τοῦ ἀειμνήστου ΘΕΜΙΣΤΟΚΛΕΟΥΣ ΓΚΙΚΟΠΟΥΛΟΥ. Αἱ θυγατέρες, οἱ γαμβροί, τὰ ἐγγόνια. Ἐπίσης εἰς τὸν ἱερὸν ναὸν Παναγίας Φανερωμένης 40ήμερον μνημόσυνον τῆς ἀειμνήστου ΑΙΚΑΤΕΡΙΝΗΣ ΠΑΡΑΣΚΕΥΑ. — [986, 944, 1185, 1034]
thanks-heading: Εὐχαριστήριον — [1026, 1042, 1145, 1058]
ship-atreus: S.S. «ΑΤΡΕΥΣ» — [1218, 393, 1349, 413]
piraeus-cinema-heading: ΠΕΙΡΑΙΩΣ — [616, 648, 670, 663]
institute-text: Τὴν 18ην Σεπτεμβρίου θὰ διεξαχθοῦν αἱ εἰσαγωγικαὶ ἐξετάσεις εἰς τὸ Ἰταλικὸν Ἰνστιτοῦτον Ἀθηνῶν διὰ τοὺς ὑποψηφίους τοῦ νέου σχολικοῦ ἔτους. Πληροφορίαι εἰς τὰ γραφεῖα τοῦ Ἰνστιτούτου, ὁδὸς Πατησίων 47. — [518, 418, 768, 474]
deh-sign: Ἐκ τῆς Διευθύνσεως — [1374, 1860, 1472, 1872]
typ-name: «ΑΓΓΕΛΙΚΑ» — [1423, 341, 1495, 356]
almanac-month: ΣΕΠΤΕΜΒΡΙΟΥ — [66, 113, 153, 126]
society-left — [782, 814, 980, 1556]
spetses-heading: Η ΕΠΕΤΕΙΟΣ ΤΗΣ ΙΣΤΟΡΙΚΗΣ ΝΑΥΜΑΧΙΑΣ ΤΩΝ ΣΠΕΤΣΩΝ — [29, 1231, 190, 1259]
agrotiki-sub: Προμήθεια Λιπασμάτων — [1208, 768, 1359, 782]
theatres-section-heading: ΘΕΑΜΑΤΑ — [225, 130, 504, 151]
religious-talks-text: Τὴν Δευτέραν καὶ ὥραν 6μ.μ. εἰς τὴν αἴθουσαν τῆς Χριστιανικῆς Ὀρθοδόξου Ἑνώσεως (Π.Ο.Ε.) Κηφισίας 12, θὰ ὁμιλήσῃ ὁ κ. Χρυσοχοΐδης. — [8, 1174, 211, 1219]
aigaion-line3: Ἐξ ΗΡΑΚΛΕΙΟΥ Κυριακὴν 10 μ.μ. κατ' εὐθεῖαν Πειραιᾶ — [1241, 139, 1501, 150]
shipping-left — [1199, 166, 1368, 995]
deh-area: Αὐλών — [1374, 1744, 1406, 1756]
society-news-title: ΚΟΙΝΩΝΙΚΑ — [813, 746, 1154, 817]
ipirotiki-text-3: Ἐκ Πατρῶν διὰ Ἀγκῶνα, Τετάρτην, Παρασκευὴν. Πρακτορεῖον: Ἀκτὴ Μιαούλη 4, Πειραιεύς, τηλ. 471.666. — [1205, 453, 1361, 499]
deh-area: Ραφήνα — [1210, 1801, 1247, 1813]
typ-name: «ΥΔΡΑ» — [1437, 453, 1481, 468]
honour-text: Εἰς τὸν ἱερὸν ναὸν τῶν Ἁγίων Θεοδώρων θὰ τελεσθῇ αὔριον ἀπονομὴ ὀφφικίου εἰς τὸν πανοσιολογιώτατον ἀρχιμανδρίτην Παῦλον Ζωγράφον. — [8, 1062, 211, 1108]
ship-pigasos: T.S.S. «ΠΗΓΑΣΟΣ» — [1231, 309, 1336, 350]
gospel-heading: Κήρυγμα ἐπὶ τοῦ Εὐαγγελίου — [29, 979, 190, 993]
ote-sub: ΑΝΑΚΟΙΝΩΣΙΣ — [933, 1659, 1034, 1675]
zban-line1: Σαμπονάκι — [62, 2161, 172, 2184]
arrivals-text: Ἀφίχθησαν χθὲς ἐκ Παρισίων ὁ καθηγητὴς κ. Ἀλέξανδρος Γεωργιάδης καὶ ἡ σύζυγός του. Ἐκ Λονδίνου ὁ ἐφοπλιστὴς κ. Ἰωάννης Καλλιγᾶς. Ἐκ Ρώμης ἡ κυρία Ἑλένη Παπαδοπούλου. — [518, 350, 768, 396]
first-run-text: ΑΕΛΛΩ: Θάνατος στὸν Νείλο. ΑΘΗΝΑΙΟΝ: Τὸ κοινὸν νὰ ἀγαπᾶς. ΑΘΗΝΑ: Ἡ γυναίκα τοῦ ἄλλου. ΑΛΕΞΙΣ: Ρομαντική ἀγάπη. ΑΝΣΛΤ: Ὁ πόλεμος τῶν κόσμων. ΑΠΟΛΛΩΝ: Ὁ μεγάλος ἀμάρτημα. ΑΣΤΥ: Οἱ ἄνθρωποι τοῦ Σέρβο. ΑΤΤΙΚΟΝ: Ἡ Κλεοπάτρα. ΔΑΝΑΗ: Ἡ μεγάλη ἀπόδρασις. ΕΛΛΗΝΙΣ: Τὰ μάτια τῆς νύκτας. ΗΡΑ: Ἕνας ἥρως στὴν πόλη. ΙΡΙΣ: Ὁ Μουσικός. ΚΟΣΜΟΠΟΛΙΣ: Ὁ ἄνθρωπος μὲ τὸ χρυσὸ ὅπλο. ΛΑΟΥΡΑ: Μία γυναίκα ποὺ ἔζησε. ΜΕΤΡΟΠΟΛΙΣ: Τὸ ἄλλο μισό. ΟΡΦΕΥΣ: Τὸ τελευταῖο τραγούδι. ΠΑΛΛΑΣ: Ὁ Δρόμος πρὸς τὸν οὐρανό. ΡΕΞ: Ἡ μάχη τῆς Κρήτης. ΣΠΛΕΝΤΙΤ: Ὁ ληστής. — [225, 419, 504, 543]
